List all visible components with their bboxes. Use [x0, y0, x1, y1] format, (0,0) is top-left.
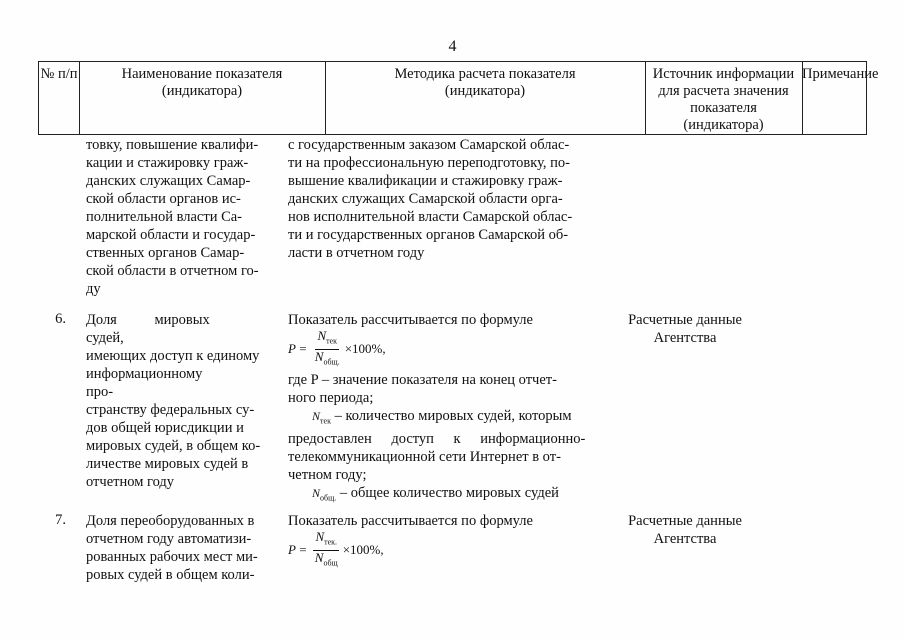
header-note: Примечание: [802, 66, 879, 82]
row7-name: Доля переоборудованных в отчетном году автоматизи- рованных рабочих мест ми- ровых судей в общем коли-: [86, 513, 258, 583]
row6-method: Показатель рассчитывается по формуле P = $\frac{N_{тек}}{N_{общ.}}$ ×100%, где P – значение показателя на конец отчет- ного периода; $N_{тек}$ – количество мировых судей, которым предоставлен доступ к информационно- телекоммуникационной сети Интернет в от- четном году; $N_{общ.}$ – общее количество мировых судей: [288, 311, 604, 508]
header-source: Источник информации для расчета значения показателя (индикатора): [652, 66, 795, 133]
header-name: Наименование показателя (индикатора): [121, 66, 283, 99]
cont-row-name: товку, повышение квалифи- кации и стажировку граж- данских служащих Самар- ской области органов ис- полнительной власти Са- марской области и государ- ственных органов Самар- ской области в отчетном го- ду: [86, 137, 259, 297]
row7-source: Расчетные данные Агентства: [628, 513, 742, 547]
row7-method: Показатель рассчитывается по формуле P = $\frac{N_{тек.}}{N_{общ}}$ ×100%,: [288, 512, 604, 572]
header-method: Методика расчета показателя (индикатора): [394, 66, 576, 99]
table-header: [38, 61, 879, 135]
row6-num: 6.: [55, 311, 66, 327]
row6-formula: P = $\frac{N_{тек}}{N_{общ.}}$ ×100%,: [288, 327, 386, 367]
header-num: № п/п: [40, 66, 78, 82]
row6-name: Доля мировых судей, имеющих доступ к единому информационному про- странству федеральных су- дов общей юрисдикции и мировых судей, в общем ко- личестве мировых судей в отчетном году: [86, 312, 261, 490]
cont-row-method: с государственным заказом Самарской облас- ти на профессиональную переподготовку, по- вышение квалификации и стажировку граж- данских служащих Самарской области орга- нов исполнительной власти Самарской облас- ти и государственных органов Самарской об- ласти в отчетном году: [288, 137, 573, 261]
row7-num: 7.: [55, 512, 66, 528]
row7-formula: P = $\frac{N_{тек.}}{N_{общ}}$ ×100%,: [288, 528, 384, 568]
row6-source: Расчетные данные Агентства: [628, 312, 742, 346]
page-number: 4: [448, 38, 457, 55]
